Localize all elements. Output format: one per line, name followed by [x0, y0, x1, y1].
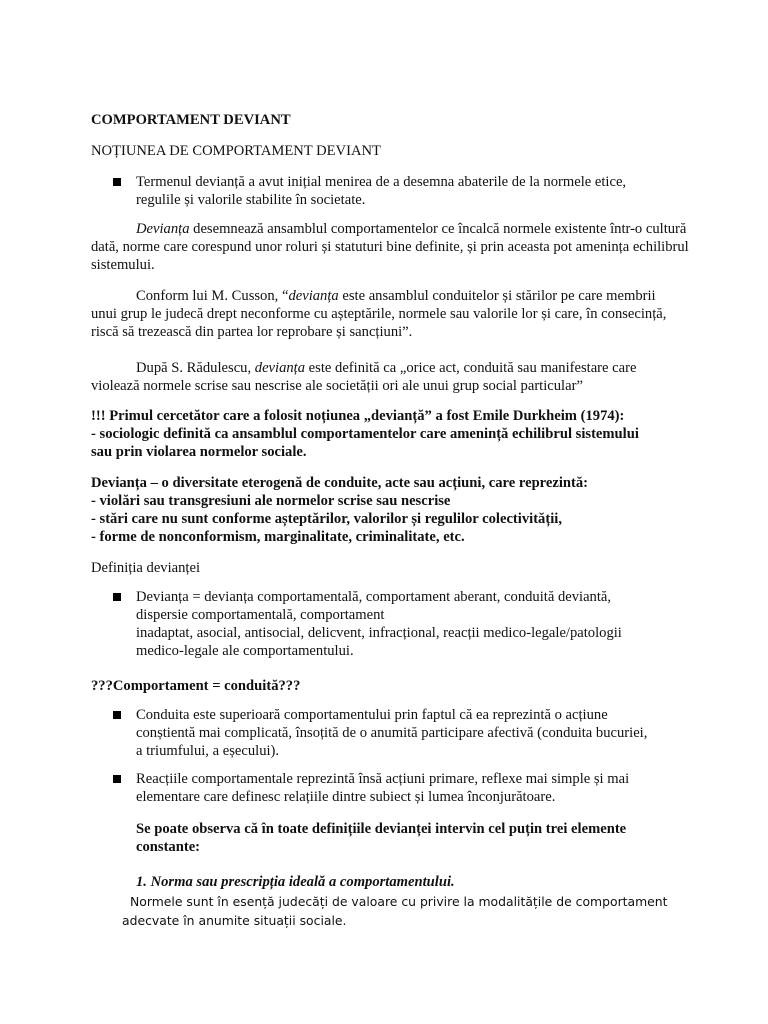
paragraph-cusson: Conform lui M. Cusson, “devianța este ansamblul conduitelor și stărilor pe care membrii unui grup le judecă drept neconforme cu așteptările, normele sau valorile lor și care, în consecință, riscă să trezească din partea lor reprobare și sancțiuni”. — [91, 288, 667, 340]
section-subtitle: NOȚIUNEA DE COMPORTAMENT DEVIANT — [91, 143, 381, 159]
bullet-square-icon — [113, 711, 121, 719]
document-title: COMPORTAMENT DEVIANT — [91, 112, 291, 128]
bullet-square-icon — [113, 775, 121, 783]
bullet-square-icon — [113, 178, 121, 186]
norm-text: Normele sunt în esență judecăți de valoare cu privire la modalitățile de comportament adecvate în anumite situații sociale. — [122, 894, 668, 928]
paragraph-devianta: Devianța desemnează ansamblul comportamentelor ce încalcă normele existente într-o cultură dată, norme care corespund unor roluri și statuturi bine definite, și prin aceasta pot amenința echilibrul sistemului. — [91, 221, 689, 273]
paragraph-radulescu: După S. Rădulescu, devianța este definită ca „orice act, conduită sau manifestare care violează normele scrise sau nescrise ale societății ori ale unui grup social particular” — [91, 360, 637, 394]
durkheim-note: !!! Primul cercetător care a folosit noțiunea „devianță” a fost Emile Durkheim (1974): - sociologic definită ca ansamblul comportamentelor care amenință echilibrul sistemului sau prin violarea normelor sociale. — [91, 408, 639, 460]
norm-heading: 1. Norma sau prescripția ideală a comportamentului. — [136, 874, 455, 890]
question-heading: ???Comportament = conduită??? — [91, 678, 301, 694]
definition-heading: Definiția devianței — [91, 560, 201, 576]
bullet-item-3: Conduita este superioară comportamentului prin faptul că ea reprezintă o acțiune conștientă mai complicată, însoțită de o anumită participare afectivă (conduita bucuriei, a triumfului, a eșecului). — [136, 707, 648, 759]
bullet-item-4: Reacțiile comportamentale reprezintă însă acțiuni primare, reflexe mai simple și mai elementare care definesc relațiile dintre subiect și lumea înconjurătoare. — [136, 771, 630, 805]
observation-note: Se poate observa că în toate definițiile devianței intervin cel puțin trei elemente constante: — [136, 821, 627, 855]
bullet-item-1: Termenul devianță a avut inițial menirea de a desemna abaterile de la normele etice, regulile și valorile stabilite în societate. — [136, 174, 627, 208]
term-devianta: Devianța — [136, 221, 190, 237]
devianta-diversity: Devianța – o diversitate eterogenă de conduite, acte sau acțiuni, care reprezintă: - violări sau transgresiuni ale normelor scrise sau nescrise - stări care nu sunt conforme așteptărilor, valorilor și regulilor colectivității, - forme de nonconformism, marginalitate, criminalitate, etc. — [91, 475, 589, 545]
bullet-item-2: Devianța = devianța comportamentală, comportament aberant, conduită deviantă, dispersie comportamentală, comportament inadaptat, asocial, antisocial, delicvent, infracțional, reacții medico-legale/patologii medico-legale ale comportamentului. — [136, 589, 622, 659]
bullet-square-icon — [113, 593, 121, 601]
